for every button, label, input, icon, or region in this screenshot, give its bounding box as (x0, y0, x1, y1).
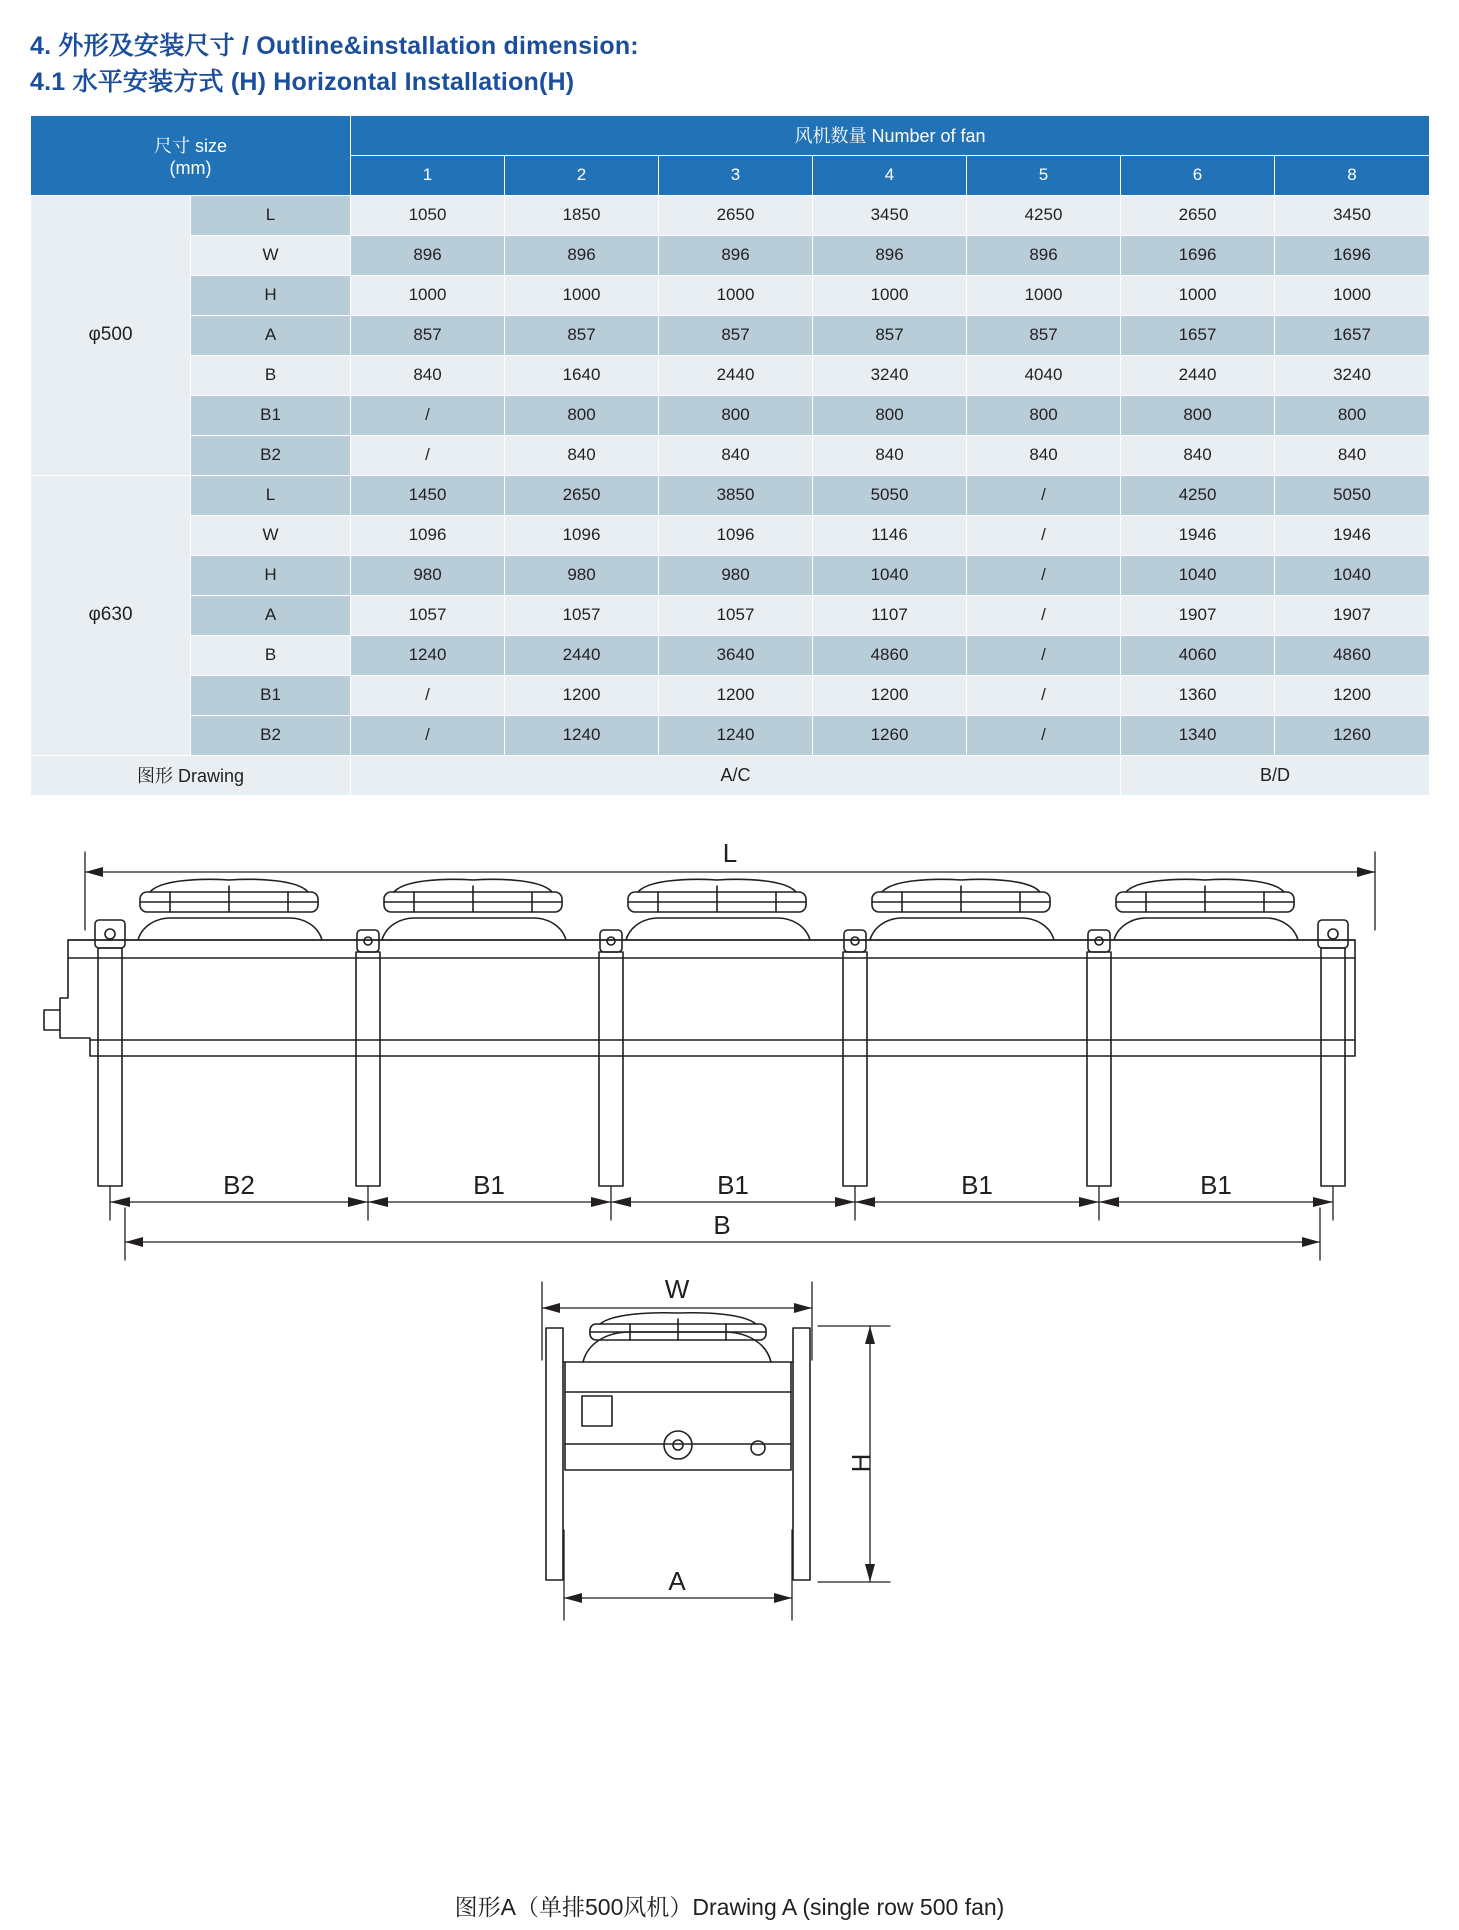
cell: 4250 (967, 195, 1121, 235)
section-heading: 4. 外形及安装尺寸 / Outline&installation dimension: (30, 32, 639, 60)
cell: 1907 (1275, 595, 1430, 635)
table-row (31, 715, 1430, 755)
label-B: B (713, 1209, 731, 1240)
label-B1-1: B1 (473, 1169, 505, 1200)
cell: / (351, 675, 505, 715)
row-label-W: W (191, 515, 351, 555)
cell: 1200 (659, 675, 813, 715)
cell: / (967, 515, 1121, 555)
cell: 1050 (351, 195, 505, 235)
table-row (31, 595, 1430, 635)
cell: 1000 (659, 275, 813, 315)
cell: 1260 (813, 715, 967, 755)
fan-assembly (1114, 879, 1298, 940)
fan-count-5: 5 (967, 155, 1121, 195)
dimension-table (30, 115, 1430, 796)
mounting-leg (599, 930, 623, 1186)
cell: 4250 (1121, 475, 1275, 515)
drawing-row-right: B/D (1121, 755, 1430, 795)
row-label-B: B (191, 355, 351, 395)
cell: 1946 (1275, 515, 1430, 555)
cell: 980 (351, 555, 505, 595)
label-W: W (664, 1273, 690, 1304)
cell: 1146 (813, 515, 967, 555)
cell: / (351, 715, 505, 755)
cell: 800 (1275, 395, 1430, 435)
cell: 896 (505, 235, 659, 275)
drawing-row-left: A/C (351, 755, 1121, 795)
table-row (31, 475, 1430, 515)
cell: 896 (813, 235, 967, 275)
cell: 896 (659, 235, 813, 275)
cell: 1360 (1121, 675, 1275, 715)
cell: 5050 (1275, 475, 1430, 515)
cell: 1640 (505, 355, 659, 395)
cell: / (967, 635, 1121, 675)
side-view-body (546, 1312, 810, 1579)
label-L: L (722, 837, 738, 868)
size-header-line2: (mm) (169, 157, 212, 178)
cell: 840 (967, 435, 1121, 475)
label-A: A (668, 1565, 686, 1596)
row-label-H: H (191, 555, 351, 595)
row-label-B2: B2 (191, 715, 351, 755)
cell: 980 (505, 555, 659, 595)
table-row (31, 275, 1430, 315)
group-label-phi500: φ500 (31, 195, 191, 475)
cell: 1657 (1121, 315, 1275, 355)
table-row (31, 235, 1430, 275)
table-row (31, 515, 1430, 555)
cell: 2440 (505, 635, 659, 675)
label-B1-3: B1 (961, 1169, 993, 1200)
row-label-L: L (191, 195, 351, 235)
cell: 800 (967, 395, 1121, 435)
cell: 4040 (967, 355, 1121, 395)
table-row (31, 555, 1430, 595)
cell: 1696 (1275, 235, 1430, 275)
table-row (31, 315, 1430, 355)
cell: / (967, 675, 1121, 715)
cell: 1850 (505, 195, 659, 235)
cell: 840 (351, 355, 505, 395)
cell: 896 (351, 235, 505, 275)
fan-count-1: 1 (351, 155, 505, 195)
unit-body-outline (44, 940, 1355, 1056)
cell: 1000 (813, 275, 967, 315)
cell: 1657 (1275, 315, 1430, 355)
cell: 1096 (505, 515, 659, 555)
drawing-svg (30, 830, 1429, 1930)
cell: 896 (967, 235, 1121, 275)
cell: 800 (659, 395, 813, 435)
mounting-leg (356, 930, 380, 1186)
cell: 3850 (659, 475, 813, 515)
cell: / (967, 555, 1121, 595)
cell: 4860 (1275, 635, 1430, 675)
row-label-B1: B1 (191, 395, 351, 435)
table-header-row (31, 115, 1430, 155)
mounting-leg (1087, 930, 1111, 1186)
cell: 4060 (1121, 635, 1275, 675)
cell: 2440 (1121, 355, 1275, 395)
cell: 1200 (1275, 675, 1430, 715)
fan-count-4: 4 (813, 155, 967, 195)
cell: 840 (813, 435, 967, 475)
group-label-phi630: φ630 (31, 475, 191, 755)
cell: 1260 (1275, 715, 1430, 755)
drawing-caption: 图形A（单排500风机）Drawing A (single row 500 fan) (454, 1893, 1005, 1920)
cell: 980 (659, 555, 813, 595)
cell: 1450 (351, 475, 505, 515)
table-row (31, 635, 1430, 675)
cell: 800 (813, 395, 967, 435)
cell: 1000 (351, 275, 505, 315)
cell: 4860 (813, 635, 967, 675)
cell: / (351, 435, 505, 475)
label-B2: B2 (223, 1169, 255, 1200)
cell: 1696 (1121, 235, 1275, 275)
label-B1-4: B1 (1200, 1169, 1232, 1200)
cell: 1000 (1121, 275, 1275, 315)
fan-assembly (382, 879, 566, 940)
table-row-drawing (31, 755, 1430, 795)
fan-count-2: 2 (505, 155, 659, 195)
fan-count-3: 3 (659, 155, 813, 195)
row-label-A: A (191, 315, 351, 355)
cell: 1107 (813, 595, 967, 635)
cell: 840 (1275, 435, 1430, 475)
size-header-cell (31, 115, 351, 195)
cell: 857 (505, 315, 659, 355)
cell: 2650 (1121, 195, 1275, 235)
label-B1-2: B1 (717, 1169, 749, 1200)
cell: 3450 (1275, 195, 1430, 235)
fan-count-header: 风机数量 Number of fan (351, 115, 1430, 155)
cell: / (351, 395, 505, 435)
cell: 1240 (659, 715, 813, 755)
cell: 1200 (813, 675, 967, 715)
cell: 1200 (505, 675, 659, 715)
cell: 3240 (1275, 355, 1430, 395)
cell: 840 (505, 435, 659, 475)
cell: 1946 (1121, 515, 1275, 555)
cell: 1040 (1121, 555, 1275, 595)
row-label-B: B (191, 635, 351, 675)
row-label-B1: B1 (191, 675, 351, 715)
cell: / (967, 475, 1121, 515)
subsection-heading: 4.1 水平安装方式 (H) Horizontal Installation(H) (30, 68, 575, 97)
cell: 1040 (813, 555, 967, 595)
size-header-line1: 尺寸 size (154, 135, 228, 156)
cell: 1040 (1275, 555, 1430, 595)
label-H: H (846, 1453, 876, 1472)
cell: 1000 (505, 275, 659, 315)
cell: 1000 (1275, 275, 1430, 315)
row-label-H: H (191, 275, 351, 315)
table-row (31, 675, 1430, 715)
cell: 1096 (659, 515, 813, 555)
cell: 1057 (659, 595, 813, 635)
cell: 1240 (505, 715, 659, 755)
cell: 857 (813, 315, 967, 355)
table-row (31, 355, 1430, 395)
cell: 5050 (813, 475, 967, 515)
row-label-A: A (191, 595, 351, 635)
technical-drawing (30, 830, 1429, 1930)
cell: 857 (351, 315, 505, 355)
cell: 857 (659, 315, 813, 355)
cell: 1096 (351, 515, 505, 555)
cell: 1907 (1121, 595, 1275, 635)
table-row (31, 395, 1430, 435)
cell: 840 (659, 435, 813, 475)
fan-assembly (626, 879, 810, 940)
fan-assembly (870, 879, 1054, 940)
cell: 1057 (505, 595, 659, 635)
fan-count-6: 6 (1121, 155, 1275, 195)
fan-assembly (138, 879, 322, 940)
mounting-leg (1318, 920, 1348, 1186)
table-row (31, 435, 1430, 475)
mounting-leg-group (95, 920, 1348, 1186)
cell: 800 (505, 395, 659, 435)
cell: 2650 (659, 195, 813, 235)
fan-assembly-group (138, 879, 1298, 940)
drawing-row-label: 图形 Drawing (31, 755, 351, 795)
cell: 1340 (1121, 715, 1275, 755)
cell: 3240 (813, 355, 967, 395)
cell: 3640 (659, 635, 813, 675)
cell: / (967, 715, 1121, 755)
row-label-B2: B2 (191, 435, 351, 475)
cell: 1057 (351, 595, 505, 635)
cell: 857 (967, 315, 1121, 355)
cell: 800 (1121, 395, 1275, 435)
mounting-leg (843, 930, 867, 1186)
cell: / (967, 595, 1121, 635)
cell: 1000 (967, 275, 1121, 315)
row-label-L: L (191, 475, 351, 515)
row-label-W: W (191, 235, 351, 275)
cell: 2650 (505, 475, 659, 515)
mounting-leg (95, 920, 125, 1186)
cell: 3450 (813, 195, 967, 235)
fan-count-8: 8 (1275, 155, 1430, 195)
cell: 2440 (659, 355, 813, 395)
table-row (31, 195, 1430, 235)
cell: 840 (1121, 435, 1275, 475)
cell: 1240 (351, 635, 505, 675)
